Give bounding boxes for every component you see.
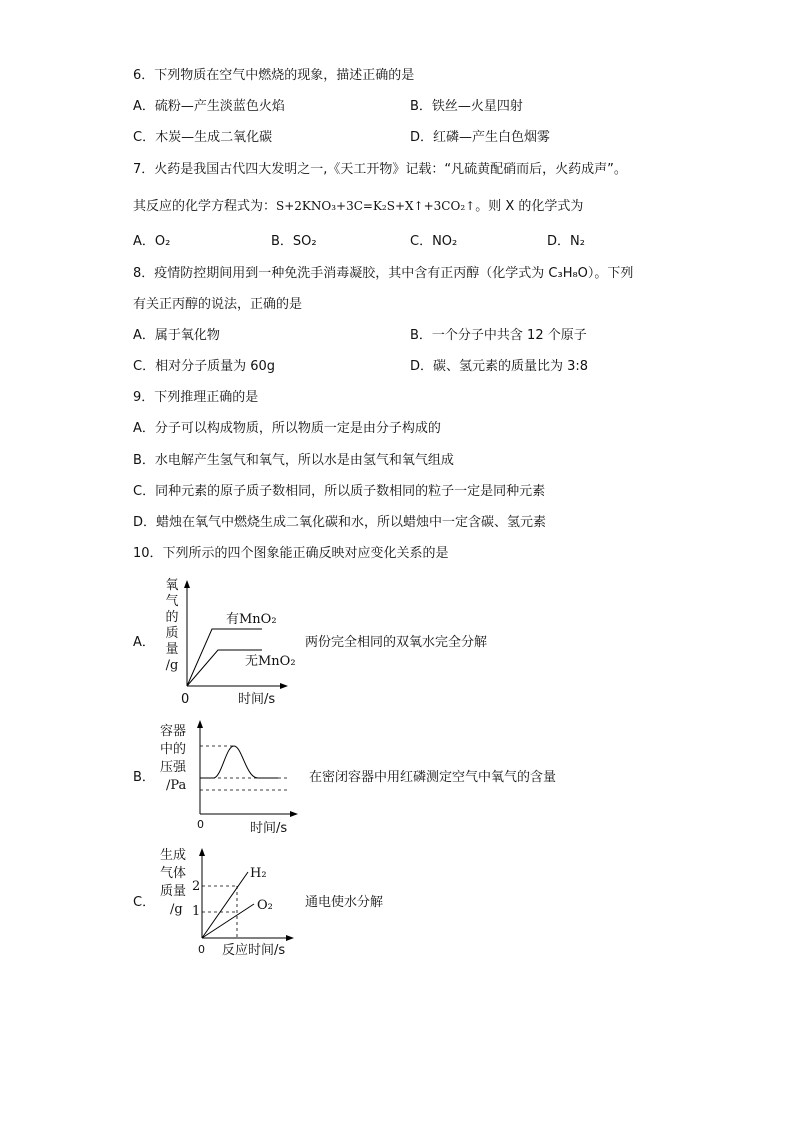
graph-b-ylabel-2: 中的: [160, 742, 187, 757]
graph-c-o2-label: O₂: [257, 898, 273, 913]
graph-c-xlabel: 反应时间/s: [222, 943, 286, 958]
graph-c-x-arrow: [286, 935, 294, 941]
graph-a-xlabel: 时间/s: [238, 692, 276, 707]
graph-c-tick-2: 2: [192, 879, 201, 894]
q10-option-a-label: A．: [133, 635, 155, 650]
q7-option-c: C．NO₂: [410, 234, 458, 249]
q10-stem: 10．下列所示的四个图象能正确反映对应变化关系的是: [133, 546, 449, 561]
graph-b-description: 在密闭容器中用红磷测定空气中氧气的含量: [309, 770, 557, 785]
graph-b-x-arrow: [290, 811, 298, 817]
graph-c-plot: [190, 842, 296, 944]
graph-b-ylabel-3: 压强: [160, 760, 187, 775]
graph-a-origin: 0: [181, 692, 190, 707]
graph-a-ylabel-6: /g: [165, 658, 179, 673]
graph-b-xlabel: 时间/s: [250, 821, 288, 836]
q6-option-a: A．硫粉—产生淡蓝色火焰: [133, 99, 285, 114]
graph-c-ylabel-1: 生成: [160, 848, 187, 863]
graph-c-ylabel-4: /g: [170, 902, 183, 917]
graph-b-ylabel-1: 容器: [160, 724, 187, 739]
q9-option-c: C．同种元素的原子质子数相同，所以质子数相同的粒子一定是同种元素: [133, 484, 546, 499]
graph-a-plot: [170, 572, 290, 694]
q7-stem-prefix: 其反应的化学方程式为：: [133, 199, 277, 214]
graph-a-x-arrow: [280, 683, 288, 689]
graph-a-line1-label: 有MnO₂: [226, 612, 277, 627]
q10-option-c-label: C．: [133, 895, 156, 910]
q7-equation: S+2KNO₃+3C=K₂S+X↑+3CO₂↑: [276, 199, 476, 213]
graph-c-ylabel: [160, 847, 186, 919]
q7-stem-line1: 7．火药是我国古代四大发明之一,《天工开物》记载：“凡硫黄配硝而后，火药成声”。: [133, 162, 627, 177]
q8-option-c: C．相对分子质量为 60g: [133, 359, 276, 374]
graph-a-y-arrow: [184, 580, 190, 588]
graph-a-line2-label: 无MnO₂: [245, 654, 296, 669]
graph-a-ylabel-1: 氧: [165, 578, 179, 593]
q6-option-c: C．木炭—生成二氧化碳: [133, 130, 273, 145]
graph-a-ylabel-5: 量: [165, 642, 179, 657]
q9-stem: 9．下列推理正确的是: [133, 390, 259, 405]
graph-b-pressure-curve: [200, 746, 278, 778]
graph-c-ylabel-2: 气体: [160, 866, 187, 881]
q8-option-a: A．属于氧化物: [133, 328, 220, 343]
q8-stem-line1: 8．疫情防控期间用到一种免洗手消毒凝胶，其中含有正丙醇（化学式为 C₃H₈O）。下列: [133, 266, 634, 281]
q8-option-b: B．一个分子中共含 12 个原子: [410, 328, 587, 343]
graph-c-h2-line: [202, 872, 248, 938]
q10-option-b-label: B．: [133, 770, 155, 785]
q7-stem-suffix: 。则 X 的化学式为: [475, 199, 584, 214]
graph-a-ylabel-2: 气: [165, 594, 179, 609]
q7-option-b: B．SO₂: [271, 234, 317, 249]
q8-stem-line2: 有关正丙醇的说法，正确的是: [133, 297, 303, 312]
q8-option-d: D．碳、氢元素的质量比为 3:8: [410, 359, 589, 374]
q7-option-d: D．N₂: [547, 234, 585, 249]
graph-a-ylabel-3: 的: [165, 610, 179, 625]
q7-option-a: A．O₂: [133, 234, 171, 249]
graph-b-origin: 0: [197, 818, 204, 831]
graph-c-h2-label: H₂: [250, 866, 267, 881]
q6-option-d: D．红磷—产生白色烟雾: [410, 130, 551, 145]
graph-c-origin: 0: [198, 943, 205, 956]
graph-a-description: 两份完全相同的双氧水完全分解: [305, 635, 488, 650]
q9-option-a: A．分子可以构成物质，所以物质一定是由分子构成的: [133, 421, 441, 436]
q7-stem-line2: [133, 197, 583, 216]
graph-c-description: 通电使水分解: [305, 895, 384, 910]
graph-c-y-arrow: [199, 848, 205, 856]
graph-c-tick-1: 1: [192, 904, 201, 919]
q6-stem: 6．下列物质在空气中燃烧的现象，描述正确的是: [133, 68, 415, 83]
graph-c-o2-line: [202, 904, 254, 938]
graph-b-ylabel-4: /Pa: [166, 778, 187, 793]
graph-b-plot: [190, 716, 300, 822]
q6-option-b: B．铁丝—火星四射: [410, 99, 523, 114]
q9-option-d: D．蜡烛在氧气中燃烧生成二氧化碳和水，所以蜡烛中一定含碳、氢元素: [133, 515, 547, 530]
graph-b-y-arrow: [197, 720, 203, 728]
q9-option-b: B．水电解产生氢气和氧气，所以水是由氢气和氧气组成: [133, 453, 454, 468]
graph-b-ylabel: [160, 723, 186, 795]
graph-c-ylabel-3: 质量: [160, 884, 187, 899]
graph-a-ylabel-4: 质: [165, 626, 179, 641]
